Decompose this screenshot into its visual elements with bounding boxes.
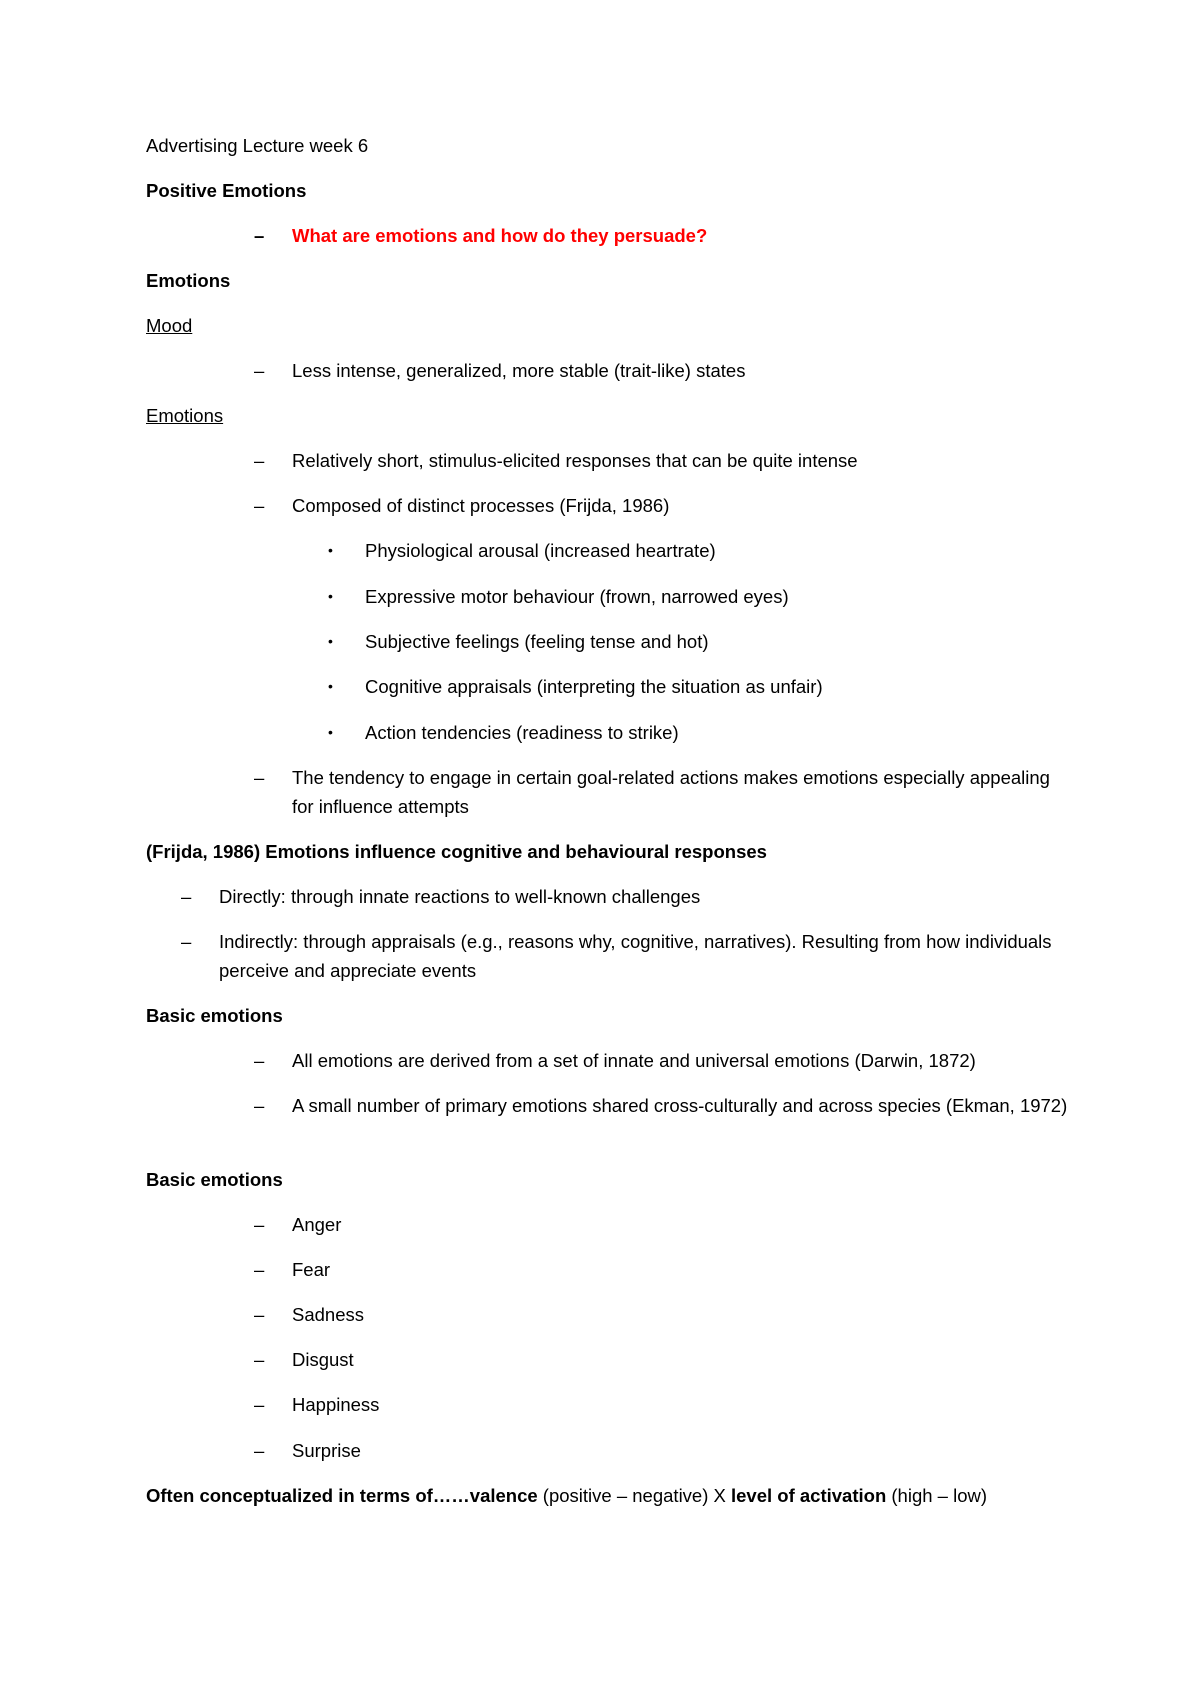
bullet-text: Subjective feelings (feeling tense and hot)	[365, 631, 709, 652]
list-item-text: Indirectly: through appraisals (e.g., reasons why, cognitive, narratives). Resulting from how individuals perceive and appreciate events	[219, 931, 1052, 981]
heading-frijda: (Frijda, 1986) Emotions influence cognitive and behavioural responses	[146, 841, 767, 862]
list-item-text: Anger	[292, 1214, 342, 1235]
dash-marker: –	[254, 1259, 265, 1280]
dash-marker: –	[254, 1095, 265, 1116]
bullet-marker: •	[328, 678, 333, 694]
dash-marker: –	[254, 1394, 265, 1415]
list-item-text: Happiness	[292, 1394, 380, 1415]
list-item-sadness	[254, 1300, 1074, 1329]
bullet-text: Cognitive appraisals (interpreting the situation as unfair)	[365, 676, 823, 697]
heading-positive-emotions: Positive Emotions	[146, 180, 307, 201]
dash-marker: –	[254, 1349, 265, 1370]
dash-marker: –	[254, 495, 265, 516]
dash-marker: –	[181, 931, 192, 952]
bullet-item-5	[328, 718, 1088, 747]
dash-marker: –	[254, 1304, 265, 1325]
list-item-text: Relatively short, stimulus-elicited responses that can be quite intense	[292, 450, 858, 471]
dash-marker: –	[181, 886, 192, 907]
final-bold-part-1: Often conceptualized in terms of……valence	[146, 1485, 538, 1506]
bullet-text: Physiological arousal (increased heartrate)	[365, 540, 716, 561]
list-item-text: Disgust	[292, 1349, 354, 1370]
bullet-text: Action tendencies (readiness to strike)	[365, 722, 679, 743]
final-bold-part-2: level of activation	[731, 1485, 887, 1506]
list-item-frijda-2	[181, 927, 1061, 985]
bullet-marker: •	[328, 542, 333, 558]
list-item-text: Fear	[292, 1259, 331, 1280]
list-item-text: A small number of primary emotions shared cross-culturally and across species (Ekman, 1972)	[292, 1095, 1068, 1116]
list-item-text: Less intense, generalized, more stable (trait-like) states	[292, 360, 746, 381]
list-item-basic-1	[254, 1046, 1074, 1075]
list-item-basic-2	[254, 1091, 1074, 1120]
dash-marker: –	[254, 1440, 265, 1461]
list-item-fear	[254, 1255, 1074, 1284]
final-conceptualization-line	[146, 1481, 987, 1510]
list-item-question	[254, 221, 1074, 250]
list-item-mood	[254, 356, 1074, 385]
dash-marker: –	[254, 767, 265, 788]
list-item-text: Surprise	[292, 1440, 361, 1461]
bullet-marker: •	[328, 724, 333, 740]
bullet-item-2	[328, 582, 1088, 611]
list-item-emotions-1	[254, 446, 1074, 475]
list-item-emotions-2	[254, 491, 1074, 520]
list-item-disgust	[254, 1345, 1074, 1374]
heading-basic-emotions-1: Basic emotions	[146, 1005, 283, 1026]
list-item-text: Sadness	[292, 1304, 364, 1325]
list-item-text: Directly: through innate reactions to well-known challenges	[219, 886, 701, 907]
heading-emotions: Emotions	[146, 270, 231, 291]
list-item-text: All emotions are derived from a set of innate and universal emotions (Darwin, 1872)	[292, 1050, 976, 1071]
final-regular-part-2: (high – low)	[886, 1485, 988, 1506]
list-item-anger	[254, 1210, 1074, 1239]
final-regular-part-1: (positive – negative) X	[537, 1485, 731, 1506]
dash-marker: –	[254, 360, 265, 381]
list-item-text: The tendency to engage in certain goal-related actions makes emotions especially appealing for influence attempts	[292, 767, 1050, 817]
bullet-text: Expressive motor behaviour (frown, narrowed eyes)	[365, 586, 789, 607]
bullet-item-4	[328, 672, 1088, 701]
bullet-item-3	[328, 627, 1088, 656]
bullet-marker: •	[328, 633, 333, 649]
dash-marker: –	[254, 225, 265, 246]
bullet-marker: •	[328, 588, 333, 604]
dash-marker: –	[254, 450, 265, 471]
list-item-surprise	[254, 1436, 1074, 1465]
document-title: Advertising Lecture week 6	[146, 135, 369, 156]
heading-basic-emotions-2: Basic emotions	[146, 1169, 283, 1190]
question-text: What are emotions and how do they persuade?	[292, 225, 708, 246]
list-item-happiness	[254, 1390, 1074, 1419]
list-item-tendency	[254, 763, 1074, 821]
bullet-item-1	[328, 536, 1088, 565]
label-mood: Mood	[146, 315, 193, 336]
dash-marker: –	[254, 1214, 265, 1235]
list-item-frijda-1	[181, 882, 1061, 911]
label-emotions: Emotions	[146, 405, 224, 426]
dash-marker: –	[254, 1050, 265, 1071]
list-item-text: Composed of distinct processes (Frijda, 1986)	[292, 495, 670, 516]
